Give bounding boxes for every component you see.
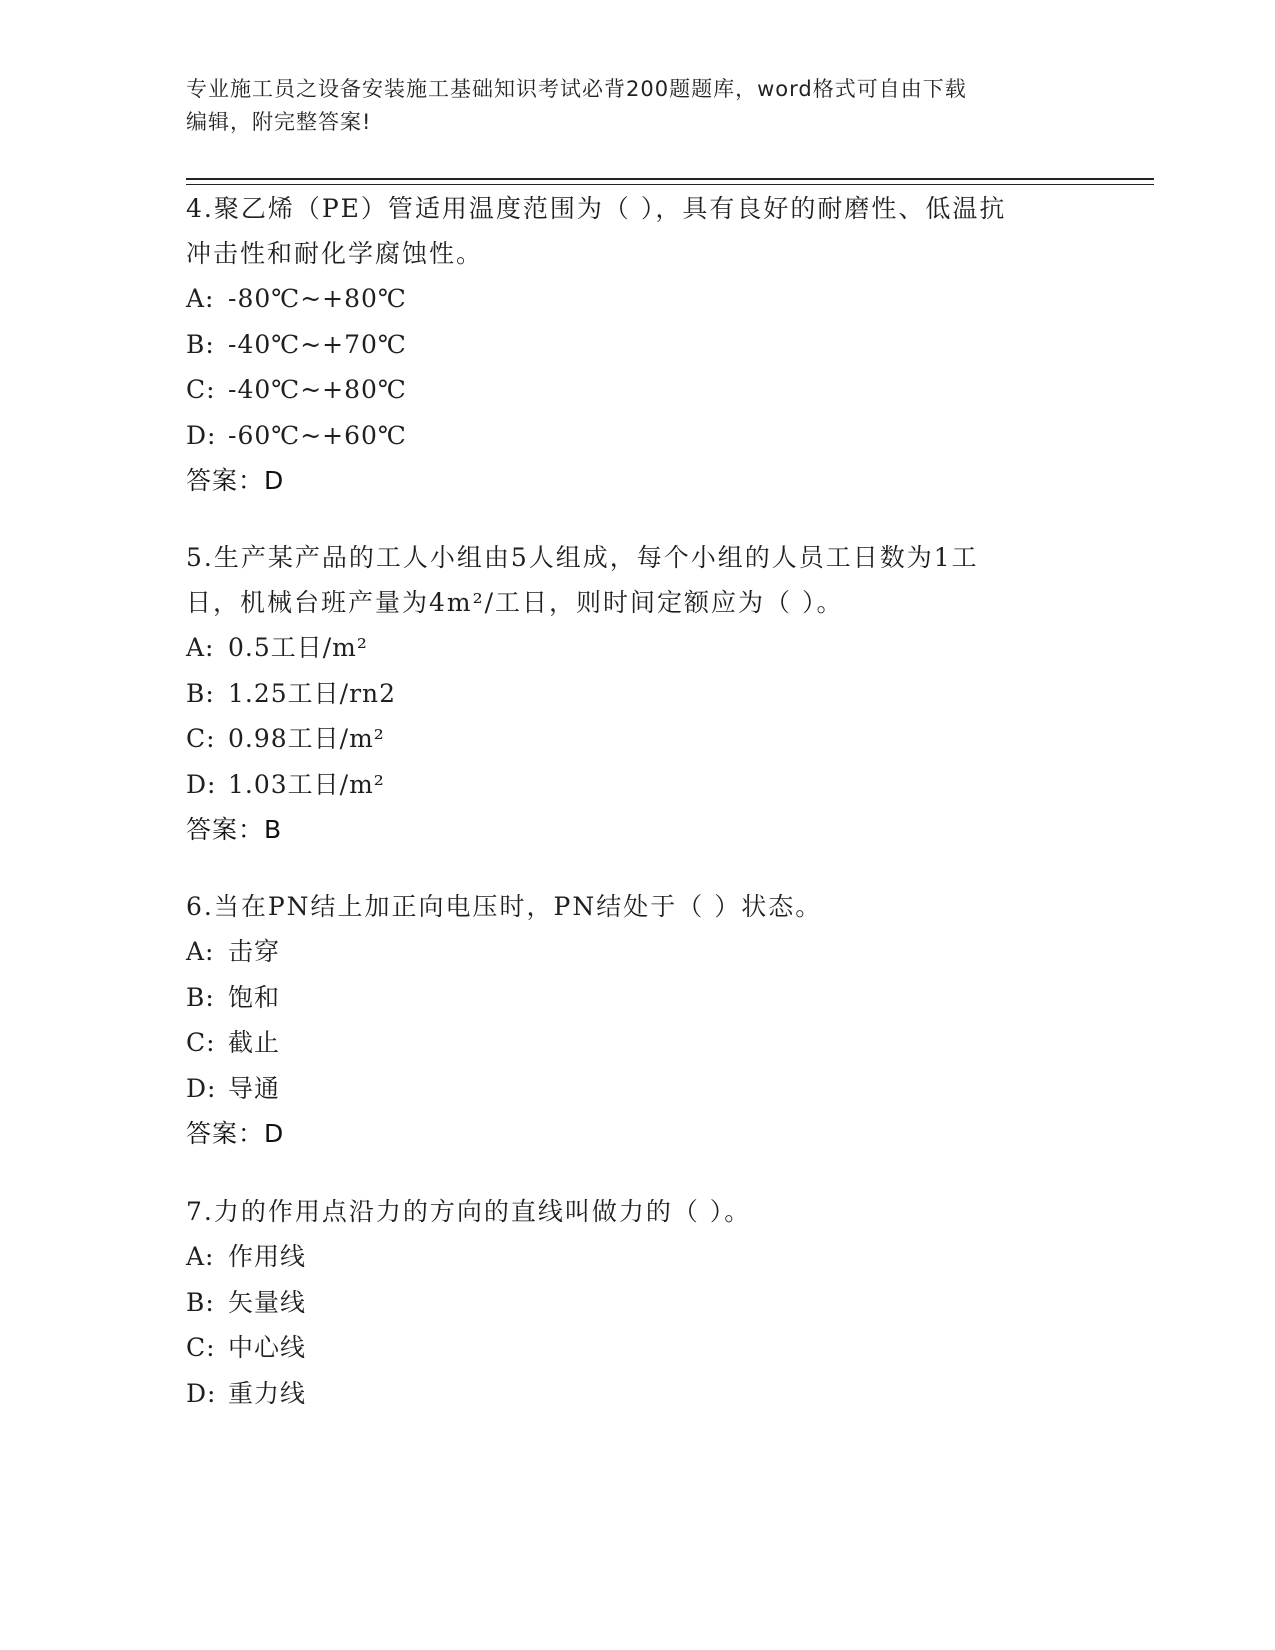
option-letter: B: — [186, 982, 215, 1012]
option-a — [186, 929, 1086, 975]
option-text: -40℃~+80℃ — [228, 375, 407, 404]
question-stem-line-1: 6.当在PN结上加正向电压时，PN结处于（ ）状态。 — [186, 892, 823, 921]
answer-label: 答案：B — [186, 815, 283, 844]
option-letter: B: — [186, 329, 215, 359]
answer-label: 答案：D — [186, 1119, 285, 1148]
option-d — [186, 1066, 1086, 1112]
option-text: 作用线 — [228, 1242, 307, 1271]
option-letter: C: — [186, 1333, 216, 1362]
option-c — [186, 367, 1086, 413]
answer-label: 答案：D — [186, 466, 285, 495]
option-letter: B: — [186, 678, 215, 708]
option-text: 0.5工日/m² — [228, 633, 368, 662]
option-c — [186, 1325, 1086, 1371]
header-title-line-1: 专业施工员之设备安装施工基础知识考试必背200题题库，word格式可自由下载 — [186, 77, 967, 101]
option-d — [186, 762, 1086, 808]
option-letter: D: — [186, 1073, 217, 1103]
option-letter: A: — [186, 633, 215, 662]
option-text: 击穿 — [228, 937, 281, 966]
option-a — [186, 276, 1086, 322]
option-letter: A: — [186, 1242, 215, 1271]
option-letter: C: — [186, 375, 216, 404]
question-4 — [186, 186, 1086, 504]
document-header — [186, 73, 1066, 139]
option-b — [186, 1280, 1086, 1326]
option-text: 饱和 — [228, 982, 281, 1012]
option-text: -80℃~+80℃ — [228, 284, 407, 313]
option-letter: C: — [186, 724, 216, 753]
question-stem-line-2: 冲击性和耐化学腐蚀性。 — [186, 239, 484, 268]
header-title-line-2: 编辑，附完整答案! — [186, 110, 372, 134]
option-d — [186, 1371, 1086, 1417]
option-letter: C: — [186, 1028, 216, 1057]
option-text: 矢量线 — [228, 1287, 307, 1317]
option-letter: D: — [186, 1378, 217, 1408]
option-text: 截止 — [228, 1028, 281, 1057]
option-letter: A: — [186, 284, 215, 313]
option-b — [186, 671, 1086, 717]
question-7 — [186, 1189, 1086, 1416]
question-6 — [186, 884, 1086, 1157]
option-d — [186, 413, 1086, 459]
option-b — [186, 322, 1086, 368]
option-letter: D: — [186, 769, 217, 799]
option-text: 重力线 — [228, 1378, 307, 1408]
option-letter: B: — [186, 1287, 215, 1317]
header-divider-thin — [186, 184, 1154, 185]
question-stem — [186, 535, 1086, 625]
question-stem — [186, 186, 1086, 276]
question-stem-line-1: 5.生产某产品的工人小组由5人组成，每个小组的人员工日数为1工 — [186, 543, 979, 572]
option-letter: D: — [186, 420, 217, 450]
option-c — [186, 716, 1086, 762]
option-text: 中心线 — [228, 1333, 307, 1362]
option-text: 导通 — [228, 1073, 281, 1103]
option-c — [186, 1020, 1086, 1066]
option-b — [186, 975, 1086, 1021]
option-a — [186, 1234, 1086, 1280]
option-text: -60℃~+60℃ — [228, 420, 407, 450]
option-text: 1.03工日/m² — [228, 769, 385, 799]
option-text: 1.25工日/rn2 — [228, 678, 397, 708]
option-letter: A: — [186, 937, 215, 966]
question-stem — [186, 884, 1086, 929]
question-stem-line-1: 4.聚乙烯（PE）管适用温度范围为（ ），具有良好的耐磨性、低温抗 — [186, 194, 1007, 223]
option-a — [186, 625, 1086, 671]
option-text: -40℃~+70℃ — [228, 329, 407, 359]
question-5 — [186, 535, 1086, 853]
header-divider-thick — [186, 178, 1154, 180]
question-stem-line-2: 日，机械台班产量为4m²/工日，则时间定额应为（ ）。 — [186, 588, 844, 617]
question-stem-line-1: 7.力的作用点沿力的方向的直线叫做力的（ ）。 — [186, 1197, 752, 1226]
question-stem — [186, 1189, 1086, 1234]
option-text: 0.98工日/m² — [228, 724, 385, 753]
